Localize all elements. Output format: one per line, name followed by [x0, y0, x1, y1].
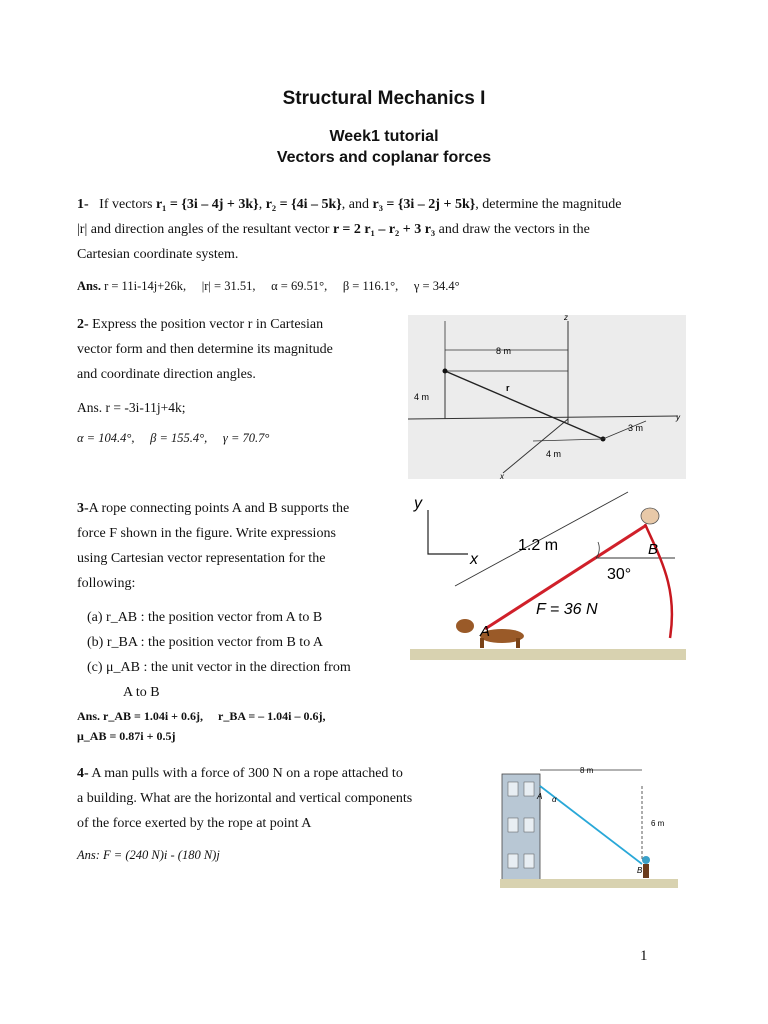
man	[642, 856, 650, 864]
q1-number: 1-	[77, 197, 89, 212]
window-6	[524, 854, 534, 868]
q4-line-1	[77, 761, 449, 786]
label-8m: 8 m	[580, 766, 594, 775]
q1-line-2	[77, 217, 685, 242]
q1-text-2b: and draw the vectors in the	[438, 222, 590, 237]
q2-answer-1: Ans. r = -3i-11j+4k;	[77, 400, 186, 415]
q1-answer-text: r = 11i-14j+26k, |r| = 31.51, α = 69.51°, β = 116.1°, γ = 34.4°	[104, 279, 460, 293]
label-x: x	[470, 551, 478, 568]
dog-leg-back	[516, 638, 520, 648]
label-6m: 6 m	[651, 819, 665, 828]
q3-text-1: A rope connecting points A and B supports the	[88, 501, 350, 516]
question-2	[77, 312, 374, 387]
q1-line-3: Cartesian coordinate system.	[77, 247, 239, 262]
q3-answer-1: Ans. r_AB = 1.04i + 0.6j, r_BA = – 1.04i – 0.6j,	[77, 709, 326, 723]
window-5	[508, 854, 518, 868]
q2-line-1	[77, 312, 374, 337]
figure-rope-dog	[410, 488, 686, 662]
q3-answer-2: μ_AB = 0.87i + 0.5j	[77, 729, 176, 743]
q4-line-2: a building. What are the horizontal and vertical components	[77, 791, 413, 806]
q3-part-c-cont: A to B	[123, 685, 160, 700]
label-3m: 3 m	[628, 423, 644, 433]
label-4m-vertical: 4 m	[414, 392, 430, 402]
question-1	[77, 192, 685, 267]
label-b: B	[648, 541, 659, 558]
q2-number: 2-	[77, 317, 89, 332]
label-x: x	[500, 472, 504, 479]
q3-line-2: force F shown in the figure. Write expressions	[77, 526, 336, 541]
q3-number: 3-	[77, 501, 89, 516]
label-alpha: α	[552, 795, 557, 804]
figure-building-rope	[500, 760, 680, 892]
q1-line-1: 1- If vectors r₁ = {3i – 4j + 3k}, r₂ = {4i – 5k}, and r₃ = {3i – 2j + 5k}, determine the magnitude	[77, 197, 622, 212]
label-r: r	[506, 383, 510, 393]
xy-axes	[428, 510, 468, 554]
page-number: 1	[640, 948, 648, 964]
window-3	[508, 818, 518, 832]
label-force: F = 36 N	[536, 601, 598, 618]
q3-part-b: (b) r_BA : the position vector from B to A	[87, 635, 324, 650]
label-8m: 8 m	[496, 346, 512, 356]
label-angle: 30°	[607, 566, 632, 583]
q2-text-1: Express the position vector r in Cartesian	[92, 317, 324, 332]
q4-line-3: of the force exerted by the rope at point A	[77, 816, 312, 831]
label-4m-horizontal: 4 m	[546, 449, 562, 459]
ground	[500, 879, 678, 888]
q2-line-2: vector form and then determine its magnitude	[77, 342, 333, 357]
q3-parts	[87, 605, 387, 705]
man-legs	[643, 864, 649, 878]
q1-text-b: , determine the magnitude	[475, 197, 622, 212]
q3-part-a: (a) r_AB : the position vector from A to B	[87, 610, 323, 625]
label-z: z	[564, 315, 568, 322]
q1-and: , and	[341, 197, 370, 212]
q3-line-3: using Cartesian vector representation for the	[77, 551, 326, 566]
q3-line-4: following:	[77, 576, 136, 591]
q2-line-3: and coordinate direction angles.	[77, 367, 256, 382]
label-y: y	[676, 413, 680, 422]
question-3	[77, 496, 374, 596]
q1-text: If vectors	[99, 197, 153, 212]
resultant-vector: r = 2 r₁ – r₂ + 3 r₃	[332, 222, 436, 237]
figure-position-vector	[408, 315, 686, 479]
q2-answer-2: α = 104.4°, β = 155.4°, γ = 70.7°	[77, 431, 270, 445]
ground	[410, 649, 686, 660]
question-4	[77, 761, 449, 836]
label-a: A	[537, 792, 543, 801]
window-4	[524, 818, 534, 832]
q4-number: 4-	[77, 766, 89, 781]
q4-answer: Ans: F = (240 N)i - (180 N)j	[77, 848, 220, 862]
page-title: Structural Mechanics I	[282, 88, 486, 109]
q3-part-c: (c) μ_AB : the unit vector in the direction from	[87, 660, 351, 675]
q4-text-1: A man pulls with a force of 300 N on a rope attached to	[91, 766, 403, 781]
q1-text-2: |r| and direction angles of the resultant vector	[77, 222, 330, 237]
window-1	[508, 782, 518, 796]
q3-line-1	[77, 496, 374, 521]
vector-r1: r₁ = {3i – 4j + 3k}	[155, 197, 259, 212]
dog-head	[456, 619, 474, 633]
window-2	[524, 782, 534, 796]
label-y: y	[414, 495, 422, 512]
q1-answer-label: Ans.	[77, 279, 101, 293]
subtitle-topic: Vectors and coplanar forces	[276, 149, 492, 166]
label-a: A	[480, 623, 491, 640]
hand	[641, 508, 659, 524]
point-a	[443, 369, 448, 374]
q1-answer	[77, 279, 697, 294]
label-length: 1.2 m	[518, 537, 559, 554]
vector-r3: r₃ = {3i – 2j + 5k}	[372, 197, 476, 212]
label-b: B	[637, 866, 643, 875]
subtitle-week: Week1 tutorial	[329, 128, 439, 145]
building	[502, 774, 543, 886]
vector-r2: r₂ = {4i – 5k}	[265, 197, 342, 212]
